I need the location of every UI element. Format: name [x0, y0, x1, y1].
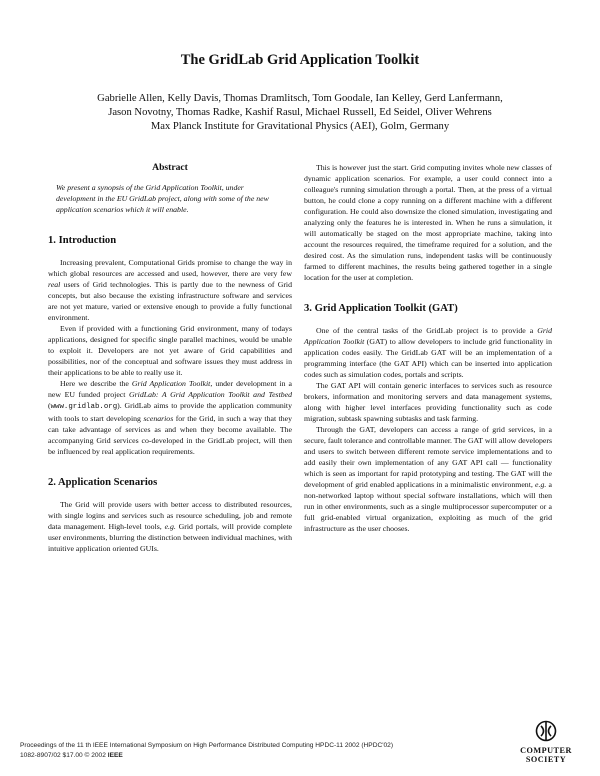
intro-paragraph-1: Increasing prevalent, Computational Grids promise to change the way in which global resources are accessed and used, however, there are very few real users of Grid technologies. This is partly due to the newness of Grid concepts, but also because the existing infrastructure software and services are not yet mature, varied or extensive enough to provide a fully functional environment. [48, 258, 292, 322]
gat-paragraph-1: One of the central tasks of the GridLab project is to provide a Grid Application Toolkit (GAT) to allow developers to include grid functionality in application codes easily. The GridLab GAT will be an implementation of a programming interface (the GAT API) which can be inserted into application codes such as simulation codes, portals and scripts. [304, 326, 552, 379]
authors-line-1: Gabrielle Allen, Kelly Davis, Thomas Dramlitsch, Tom Goodale, Ian Kelley, Gerd Lanfermann, [97, 93, 503, 104]
author-block [20, 92, 580, 134]
left-column [48, 162, 292, 554]
logo-text-society: SOCIETY [525, 754, 567, 764]
computer-society-emblem-icon [535, 720, 557, 742]
paper-title: The GridLab Grid Application Toolkit [180, 52, 420, 68]
scenarios-paragraph-2: This is however just the start. Grid computing invites whole new classes of dynamic application scenarios. For example, a user could connect into a colleague's running simulation through a portal. Then, at the press of a virtual button, he could clone a copy running on a different machine with a different configuration. He could also downsize the cloned simulation, investigating and analyzing only the features he is interested in. When he runs a simulation, it will automatically be staged on the most appropriate machine, taking into account the resources required, the timeframe required for a solution, and the desired cost. As the simulation runs, independent tasks will be continuously farmed to different machines, the results being gathered together in a single location for the user at completion. [304, 163, 552, 282]
intro-paragraph-3: Here we describe the Grid Application Toolkit, under development in a new EU funded project GridLab: A Grid Application Toolkit and Testbed (www.gridlab.org). GridLab aims to provide the application community with tools to start developing scenarios for the Grid, in such a way that they can take advantage of services as and when they become available. The accompanying Grid services co-developed in the GridLab project, will then be influenced by real application requirements. [48, 379, 293, 456]
intro-paragraph-2: Even if provided with a functioning Grid environment, many of todays applications, designed for specific single parallel machines, would be unable to exploit it. Developers are not yet aware of Grid capabilities and possibilities, nor of the conceptual and software issues they must address in their applications to be able to really use it. [48, 324, 292, 377]
intro-heading: 1. Introduction [48, 235, 117, 246]
footer-line-1: Proceedings of the 11 th IEEE International Symposium on High Performance Distributed Computing HPDC-11 2002 (HPDC'02) [20, 742, 394, 749]
gat-paragraph-3: Through the GAT, developers can access a range of grid services, in a secure, fault tolerance and controllable manner. The GAT will allow developers and users to switch between different remote service implementations and to add easily their own implementation of any GAT API call — functionality which is seen as important for rapid prototyping and testing. The GAT will the development of grid enabled applications in a minimalistic environment, e.g. a non-networked laptop without special software installations, which will then run in other environments, such as a single multiprocessor supercomputer or a full grid-enabled virtual organization, exploiting as much of the grid infrastructure as the user chooses. [304, 425, 552, 533]
abstract-text: We present a synopsis of the Grid Application Toolkit, under development in the EU GridLab project, along with some of the new application scenarios which it will enable. [56, 183, 269, 214]
gat-heading: 3. Grid Application Toolkit (GAT) [304, 303, 458, 314]
proceedings-footer [20, 741, 490, 760]
gat-paragraph-2: The GAT API will contain generic interfaces to services such as resource brokers, information and monitoring servers and data management systems, along with higher level interfaces providing functionality such as code migration, subtask spawning subtasks and task farming. [304, 381, 552, 423]
computer-society-logo [514, 720, 578, 772]
authors-line-2: Jason Novotny, Thomas Radke, Kashif Rasul, Michael Russell, Ed Seidel, Oliver Wehrens [108, 107, 492, 118]
right-column [304, 162, 552, 534]
affiliation: Max Planck Institute for Gravitational Physics (AEI), Golm, Germany [150, 121, 450, 132]
logo-text-computer: COMPUTER [520, 746, 572, 755]
footer-line-2: 1082-8907/02 $17.00 © 2002 IEEE [20, 751, 123, 759]
scenarios-paragraph-1: The Grid will provide users with better access to distributed resources, with single logins and services such as resource scheduling, job and remote data management. High-level tools, e.g. Grid portals, will provide complete user environments, blurring the distinction between individual machines, with intuitive application oriented GUIs. [48, 500, 292, 553]
abstract-heading: Abstract [152, 162, 188, 173]
scenarios-heading: 2. Application Scenarios [48, 477, 158, 488]
gridlab-url: www.gridlab.org [50, 403, 118, 411]
